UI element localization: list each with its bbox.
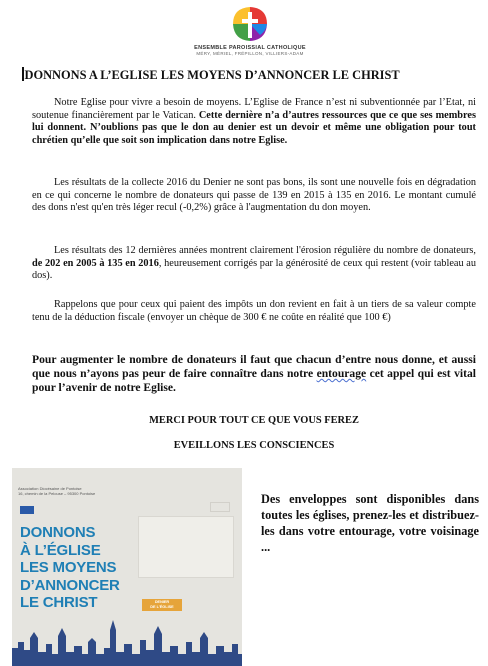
call-text-b: cet appel qui est vital pour l’avenir de notre Eglise. [32,367,476,394]
page-title [22,67,400,83]
intro-bold-text: Cette dernière n’a d’autres ressources que ce que ses membres lui donnent. N’oublions pas que le don au denier est un devoir et même une obligation pour tout chrétien qu’elle que soit son implication dans notre Eglise. [32,109,476,146]
paragraph-intro [32,97,476,147]
twelve-years-text-a: Les résultats des 12 dernières années montrent clairement l'érosion régulière du nombre de donateurs, [54,245,476,256]
envelope-flag-icon [20,506,34,514]
envelope-title-line: À L’ÉGLISE [20,541,101,559]
cursor-bar [22,67,24,81]
call-underlined-word: entourage [316,367,367,380]
twelve-years-text-b: , heureusement corrigés par la générosité de ceux qui restent (voir tableau au dos). [32,257,476,282]
envelope-title [20,524,120,612]
envelope-title-line: LE CHRIST [20,594,98,611]
envelope-badge-line2: DE L’ÉGLISE [150,605,174,609]
envelope-title-line: DONNONS [20,524,96,541]
envelope-title-line: LES MOYENS [20,559,117,576]
paragraph-call [32,353,476,395]
intro-text: Notre Eglise pour vivre a besoin de moyens. L’Eglise de France n’est ni subventionnée par l’Etat, ni soutenue financièrement par le Vatican. [32,97,476,121]
envelope-stamp-box [210,502,230,512]
logo-name: ENSEMBLE PAROISSIAL CATHOLIQUE [194,45,306,51]
envelope-title-line: D’ANNONCER [20,576,120,594]
logo-subtitle: MÉRY, MÉRIEL, FRÉPILLON, VILLIERS-ADAM [196,51,304,56]
envelope-window [138,516,234,578]
envelope-org-line1: Association Diocésaine de Pontoise [18,486,82,491]
envelope-org-line2: 16, chemin de la Pelouse – 95300 Pontoise [18,491,96,496]
parish-logo [170,4,330,66]
envelope-image [12,468,242,666]
merci-line: MERCI POUR TOUT CE QUE VOUS FEREZ [149,415,359,426]
tax-text: Rappelons que pour ceux qui paient des impôts un don revient en fait à un tiers de sa valeur compte tenu de la déduction fiscale (envoyer un chèque de 300 € ne coûte en réalité que 100 €) [32,299,476,323]
eveillons-line: EVEILLONS LES CONSCIENCES [173,440,335,451]
paragraph-twelve-years [32,245,476,283]
results-text: Les résultats de la collecte 2016 du Denier ne sont pas bons, ils sont une nouvelle fois en dégradation en ce qui concerne le nombre de donateurs qui passe de 139 en 2015 à 135 en 2016. Le montant cumulé des dons n'est qu'en très léger recul (-0,2%) grâce à l'augmentation du don moyen. [32,177,476,214]
call-text-a: Pour augmenter le nombre de donateurs il faut que chacun d’entre nous donne, et aussi que nous n’ayons pas peur de faire connaître dans notre [32,353,476,380]
paragraph-tax [32,299,476,324]
envelopes-notice: Des enveloppes sont disponibles dans toutes les églises, prenez-les et distribuez-les dans votre entourage, votre voisinage ... [261,492,479,554]
envelope-org [18,486,95,496]
paragraph-results-2016 [32,177,476,215]
city-skyline-icon [12,608,242,666]
envelope-badge-line1: DENIER [154,600,170,604]
cross-logo-icon [227,4,273,44]
twelve-years-bold: de 202 en 2005 à 135 en 2016 [32,257,159,269]
page-title-text: DONNONS A L’EGLISE LES MOYENS D’ANNONCER LE CHRIST [24,68,400,82]
